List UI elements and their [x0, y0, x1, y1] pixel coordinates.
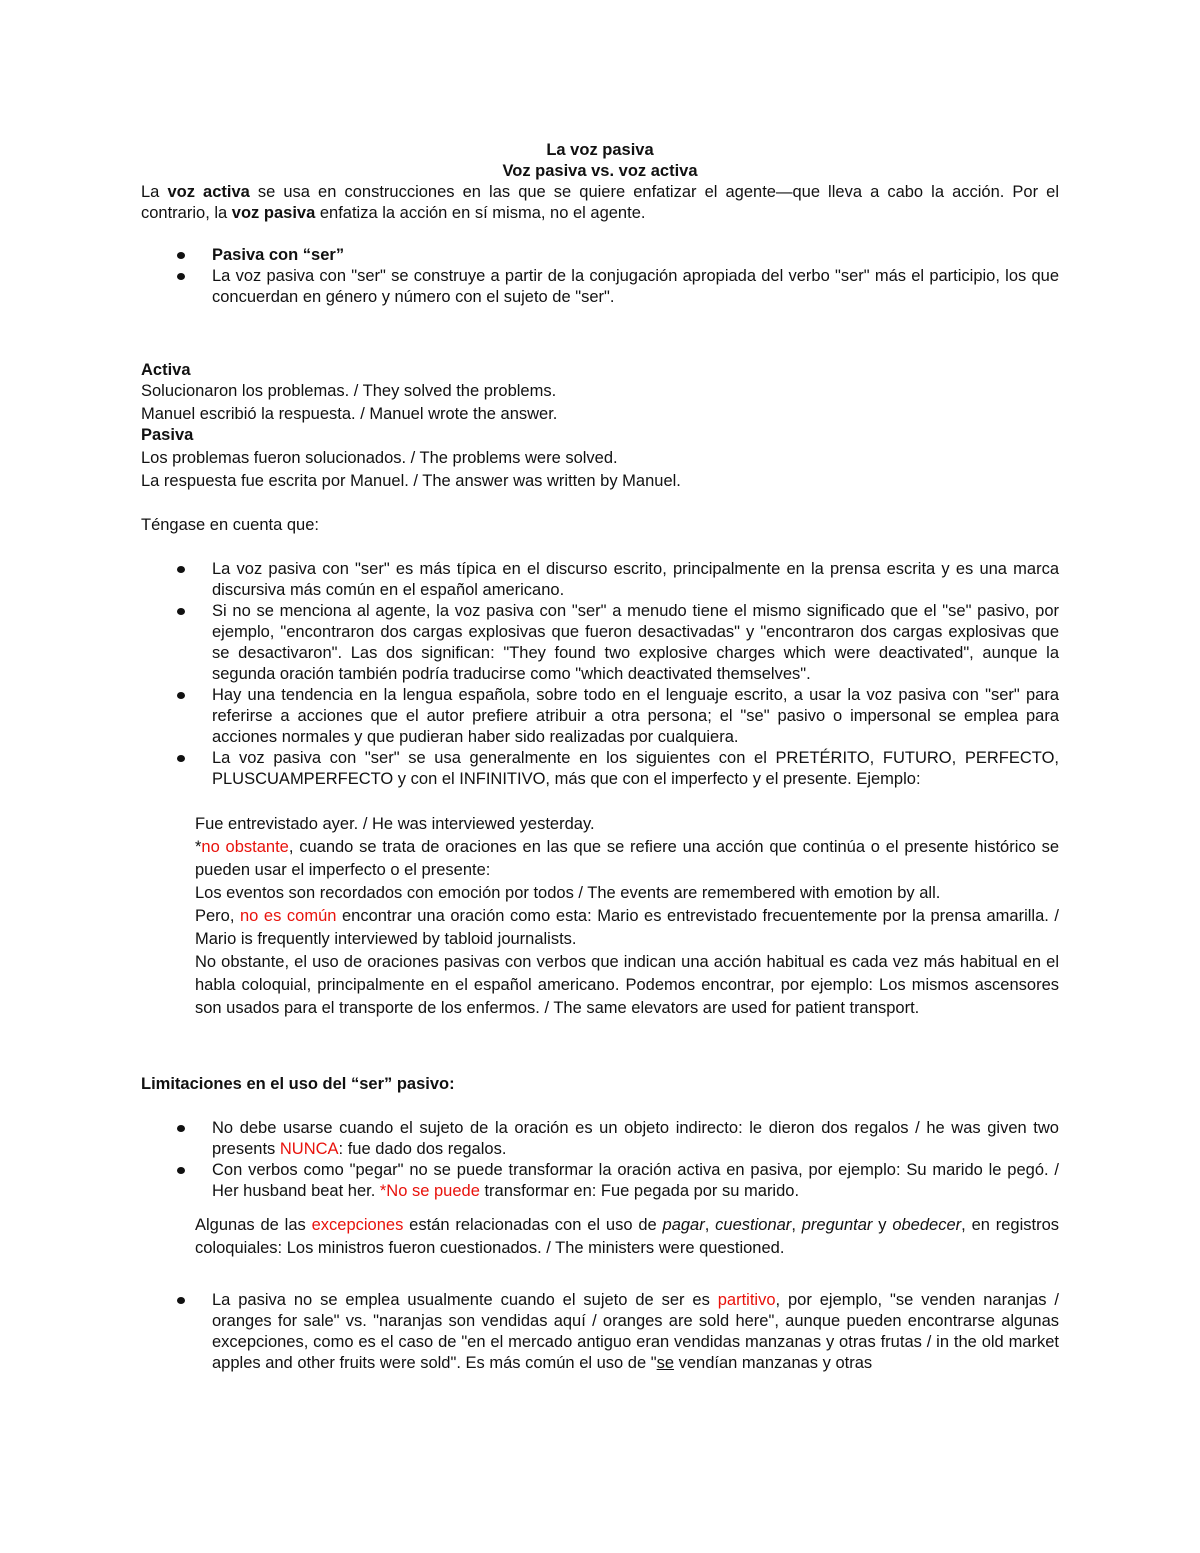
activa-heading: Activa	[141, 361, 191, 379]
spacer	[141, 1095, 1059, 1118]
note-heading: Téngase en cuenta que:	[141, 516, 319, 534]
list-item: La voz pasiva con "ser" es más típica en el discurso escrito, principalmente en la prensa escrita y es una marca discursiva más común en el español americano.	[141, 559, 1059, 601]
bullet-list-partitivo	[141, 1290, 1059, 1374]
bullet-list-notes	[141, 559, 1059, 790]
spacer	[141, 224, 1059, 245]
list-item: La voz pasiva con "ser" se usa generalmente en los siguientes con el PRETÉRITO, FUTURO, PERFECTO, PLUSCUAMPERFECTO y con el INFINITIVO, más que con el imperfecto y el presente. Ejemplo:	[141, 748, 1059, 790]
intro-paragraph	[141, 182, 1059, 224]
bullet-list-pasiva-ser	[141, 245, 1059, 308]
spacer	[141, 1260, 1059, 1290]
example-line: *no obstante, cuando se trata de oraciones en las que se refiere una acción que continúa o el presente histórico se pueden usar el imperfecto o el presente:	[195, 838, 1059, 879]
activa-example-2: Manuel escribió la respuesta. / Manuel wrote the answer.	[141, 405, 558, 423]
intro-text-1: La	[141, 183, 168, 201]
list-item: Con verbos como "pegar" no se puede transformar la oración activa en pasiva, por ejemplo: Su marido le pegó. / Her husband beat her. *No se puede transformar en: Fue pegada por su marido.	[141, 1160, 1059, 1202]
list-item: La voz pasiva con "ser" se construye a partir de la conjugación apropiada del verbo "ser" más el participio, los que concuerdan en género y número con el sujeto de "ser".	[141, 266, 1059, 308]
spacer	[141, 790, 1059, 813]
pasiva-example-1: Los problemas fueron solucionados. / The problems were solved.	[141, 449, 618, 467]
intro-bold-voz-activa: voz activa	[167, 183, 250, 201]
list-item: Hay una tendencia en la lengua española, sobre todo en el lenguaje escrito, a usar la voz pasiva con "ser" para referirse a acciones que el autor prefiere atribuir a otra persona; el "se" pasivo o impersonal se emplea para acciones normales y que pudieran haber sido realizadas por cualquiera.	[141, 685, 1059, 748]
examples-block	[195, 813, 1059, 1020]
highlight-no-obstante: no obstante	[201, 838, 289, 856]
underlined-se: se	[656, 1354, 675, 1372]
document-title: La voz pasiva	[546, 141, 654, 159]
spacer	[141, 1202, 1059, 1214]
pasiva-heading: Pasiva	[141, 426, 194, 444]
list-item: No debe usarse cuando el sujeto de la oración es un objeto indirecto: le dieron dos regalos / he was given two presents NUNCA: fue dado dos regalos.	[141, 1118, 1059, 1160]
bullet-list-limits	[141, 1118, 1059, 1202]
highlight-excepciones: excepciones	[311, 1216, 404, 1234]
list-item: La pasiva no se emplea usualmente cuando el sujeto de ser es partitivo, por ejemplo, "se venden naranjas / oranges for sale" vs. "naranjas son vendidas aquí / oranges are sold here", aunque pueden encontrarse algunas excepciones, como es el caso de "en el mercado antiguo eran vendidas manzanas y otras frutas / in the old market apples and other fruits were sold". Es más común el uso de "se vendían manzanas y otras	[141, 1290, 1059, 1374]
bullet-heading-pasiva-con-ser: Pasiva con “ser”	[212, 246, 345, 264]
spacer	[141, 536, 1059, 559]
highlight-no-se-puede: *No se puede	[379, 1182, 480, 1200]
document-body	[141, 140, 1059, 1374]
list-item	[141, 245, 1059, 266]
intro-bold-voz-pasiva: voz pasiva	[231, 204, 316, 222]
intro-text-2: se usa en construcciones en las que se quiere enfatizar el agente—que lleva a cabo la acción. Por el contrario, la	[141, 183, 1060, 222]
activa-example-1: Solucionaron los problemas. / They solved the problems.	[141, 382, 557, 400]
example-line: Los eventos son recordados con emoción por todos / The events are remembered with emotion by all.	[195, 884, 941, 902]
limits-heading: Limitaciones en el uso del “ser” pasivo:	[141, 1075, 455, 1093]
example-line: Pero, no es común encontrar una oración como esta: Mario es entrevistado frecuentemente por la prensa amarilla. / Mario is frequently interviewed by tabloid journalists.	[195, 907, 1059, 948]
intro-text-3: enfatiza la acción en sí misma, no el agente.	[315, 204, 646, 222]
pasiva-example-2: La respuesta fue escrita por Manuel. / The answer was written by Manuel.	[141, 472, 681, 490]
spacer	[141, 308, 1059, 360]
exceptions-paragraph: Algunas de las excepciones están relacionadas con el uso de pagar, cuestionar, preguntar y obedecer, en registros coloquiales: Los ministros fueron cuestionados. / The ministers were questioned.	[195, 1216, 1060, 1257]
spacer	[141, 1020, 1059, 1074]
example-line: No obstante, el uso de oraciones pasivas con verbos que indican una acción habitual es cada vez más habitual en el habla coloquial, principalmente en el español americano. Podemos encontrar, por ejemplo: Los mismos ascensores son usados para el transporte de los enfermos. / The same elevators are used for patient transport.	[195, 953, 1059, 1017]
highlight-nunca: NUNCA	[279, 1140, 339, 1158]
example-line: Fue entrevistado ayer. / He was interviewed yesterday.	[195, 815, 595, 833]
highlight-partitivo: partitivo	[717, 1291, 776, 1309]
document-subtitle: Voz pasiva vs. voz activa	[502, 162, 698, 180]
spacer	[141, 492, 1059, 515]
highlight-no-es-comun: no es común	[240, 907, 337, 925]
list-item: Si no se menciona al agente, la voz pasiva con "ser" a menudo tiene el mismo significado que el "se" pasivo, por ejemplo, "encontraron dos cargas explosivas que fueron desactivadas" y "encontraron dos cargas explosivas que se desactivaron". Las dos significan: "They found two explosive charges which were deactivated", aunque la segunda oración también podría traducirse como "which deactivated themselves".	[141, 601, 1059, 685]
